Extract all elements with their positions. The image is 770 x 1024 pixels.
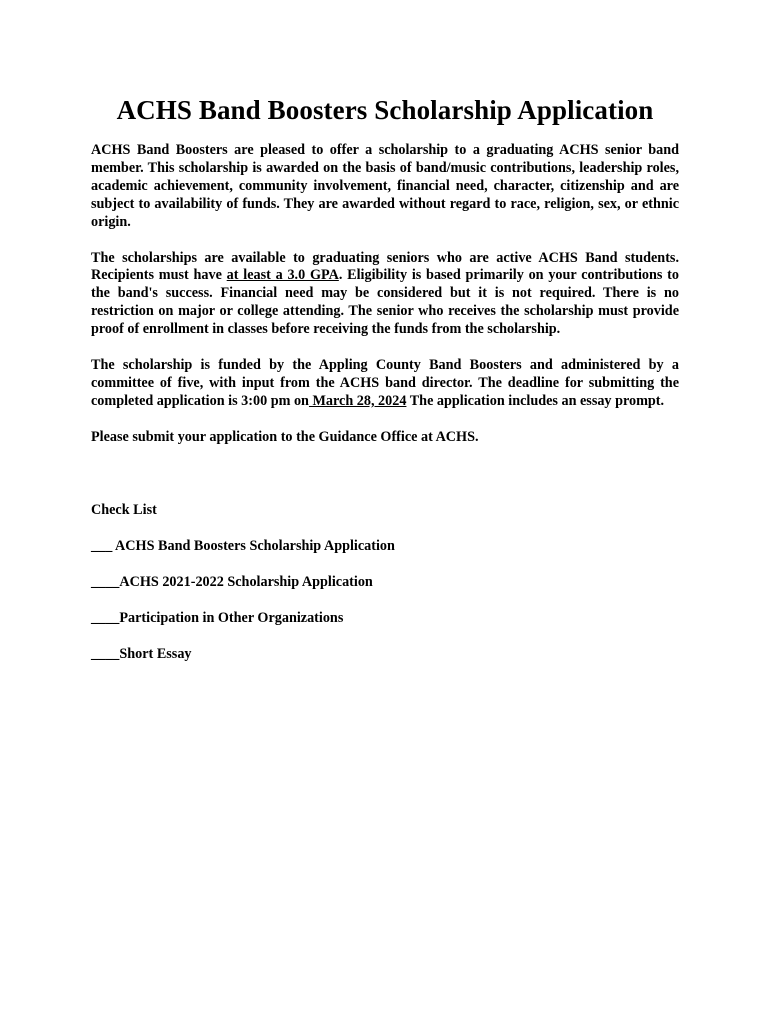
eligibility-text-start: The scholarships are available to graduating seniors who are active ACHS Band students. Recipients must have [91, 249, 679, 284]
check-list-item: ____ACHS 2021-2022 Scholarship Application [91, 573, 373, 590]
gpa-requirement: at least a 3.0 GPA [226, 267, 339, 284]
check-list-heading: Check List [91, 501, 157, 518]
check-list-item: ____Participation in Other Organizations [91, 609, 344, 626]
document-page [91, 0, 679, 663]
check-list-item: ___ ACHS Band Boosters Scholarship Application [91, 537, 395, 554]
eligibility-paragraph [91, 250, 679, 340]
funding-text-end: The application includes an essay prompt. [406, 392, 665, 409]
check-list-item: ____Short Essay [91, 645, 192, 662]
deadline-date: March 28, 2024 [308, 392, 407, 409]
intro-paragraph: ACHS Band Boosters are pleased to offer a scholarship to a graduating ACHS senior band member. This scholarship is awarded on the basis of band/music contributions, leadership roles, academic achievement, community involvement, financial need, character, citizenship and are subject to availability of funds. They are awarded without regard to race, religion, sex, or ethnic origin. [91, 142, 679, 230]
funding-text-start: The scholarship is funded by the Appling County Band Boosters and administered by a committee of five, with input from the ACHS band director. The deadline for submitting the completed application is 3:00 pm on [91, 357, 679, 409]
funding-paragraph [91, 357, 679, 411]
eligibility-text-end: . Eligibility is based primarily on your contributions to the band's success. Financial need may be considered but it is not required. There is no restriction on major or college attending. The senior who receives the scholarship must provide proof of enrollment in classes before receiving the funds from the scholarship. [91, 267, 679, 338]
submission-paragraph: Please submit your application to the Guidance Office at ACHS. [91, 428, 479, 445]
document-title: ACHS Band Boosters Scholarship Application [116, 95, 654, 125]
check-list [91, 501, 679, 663]
